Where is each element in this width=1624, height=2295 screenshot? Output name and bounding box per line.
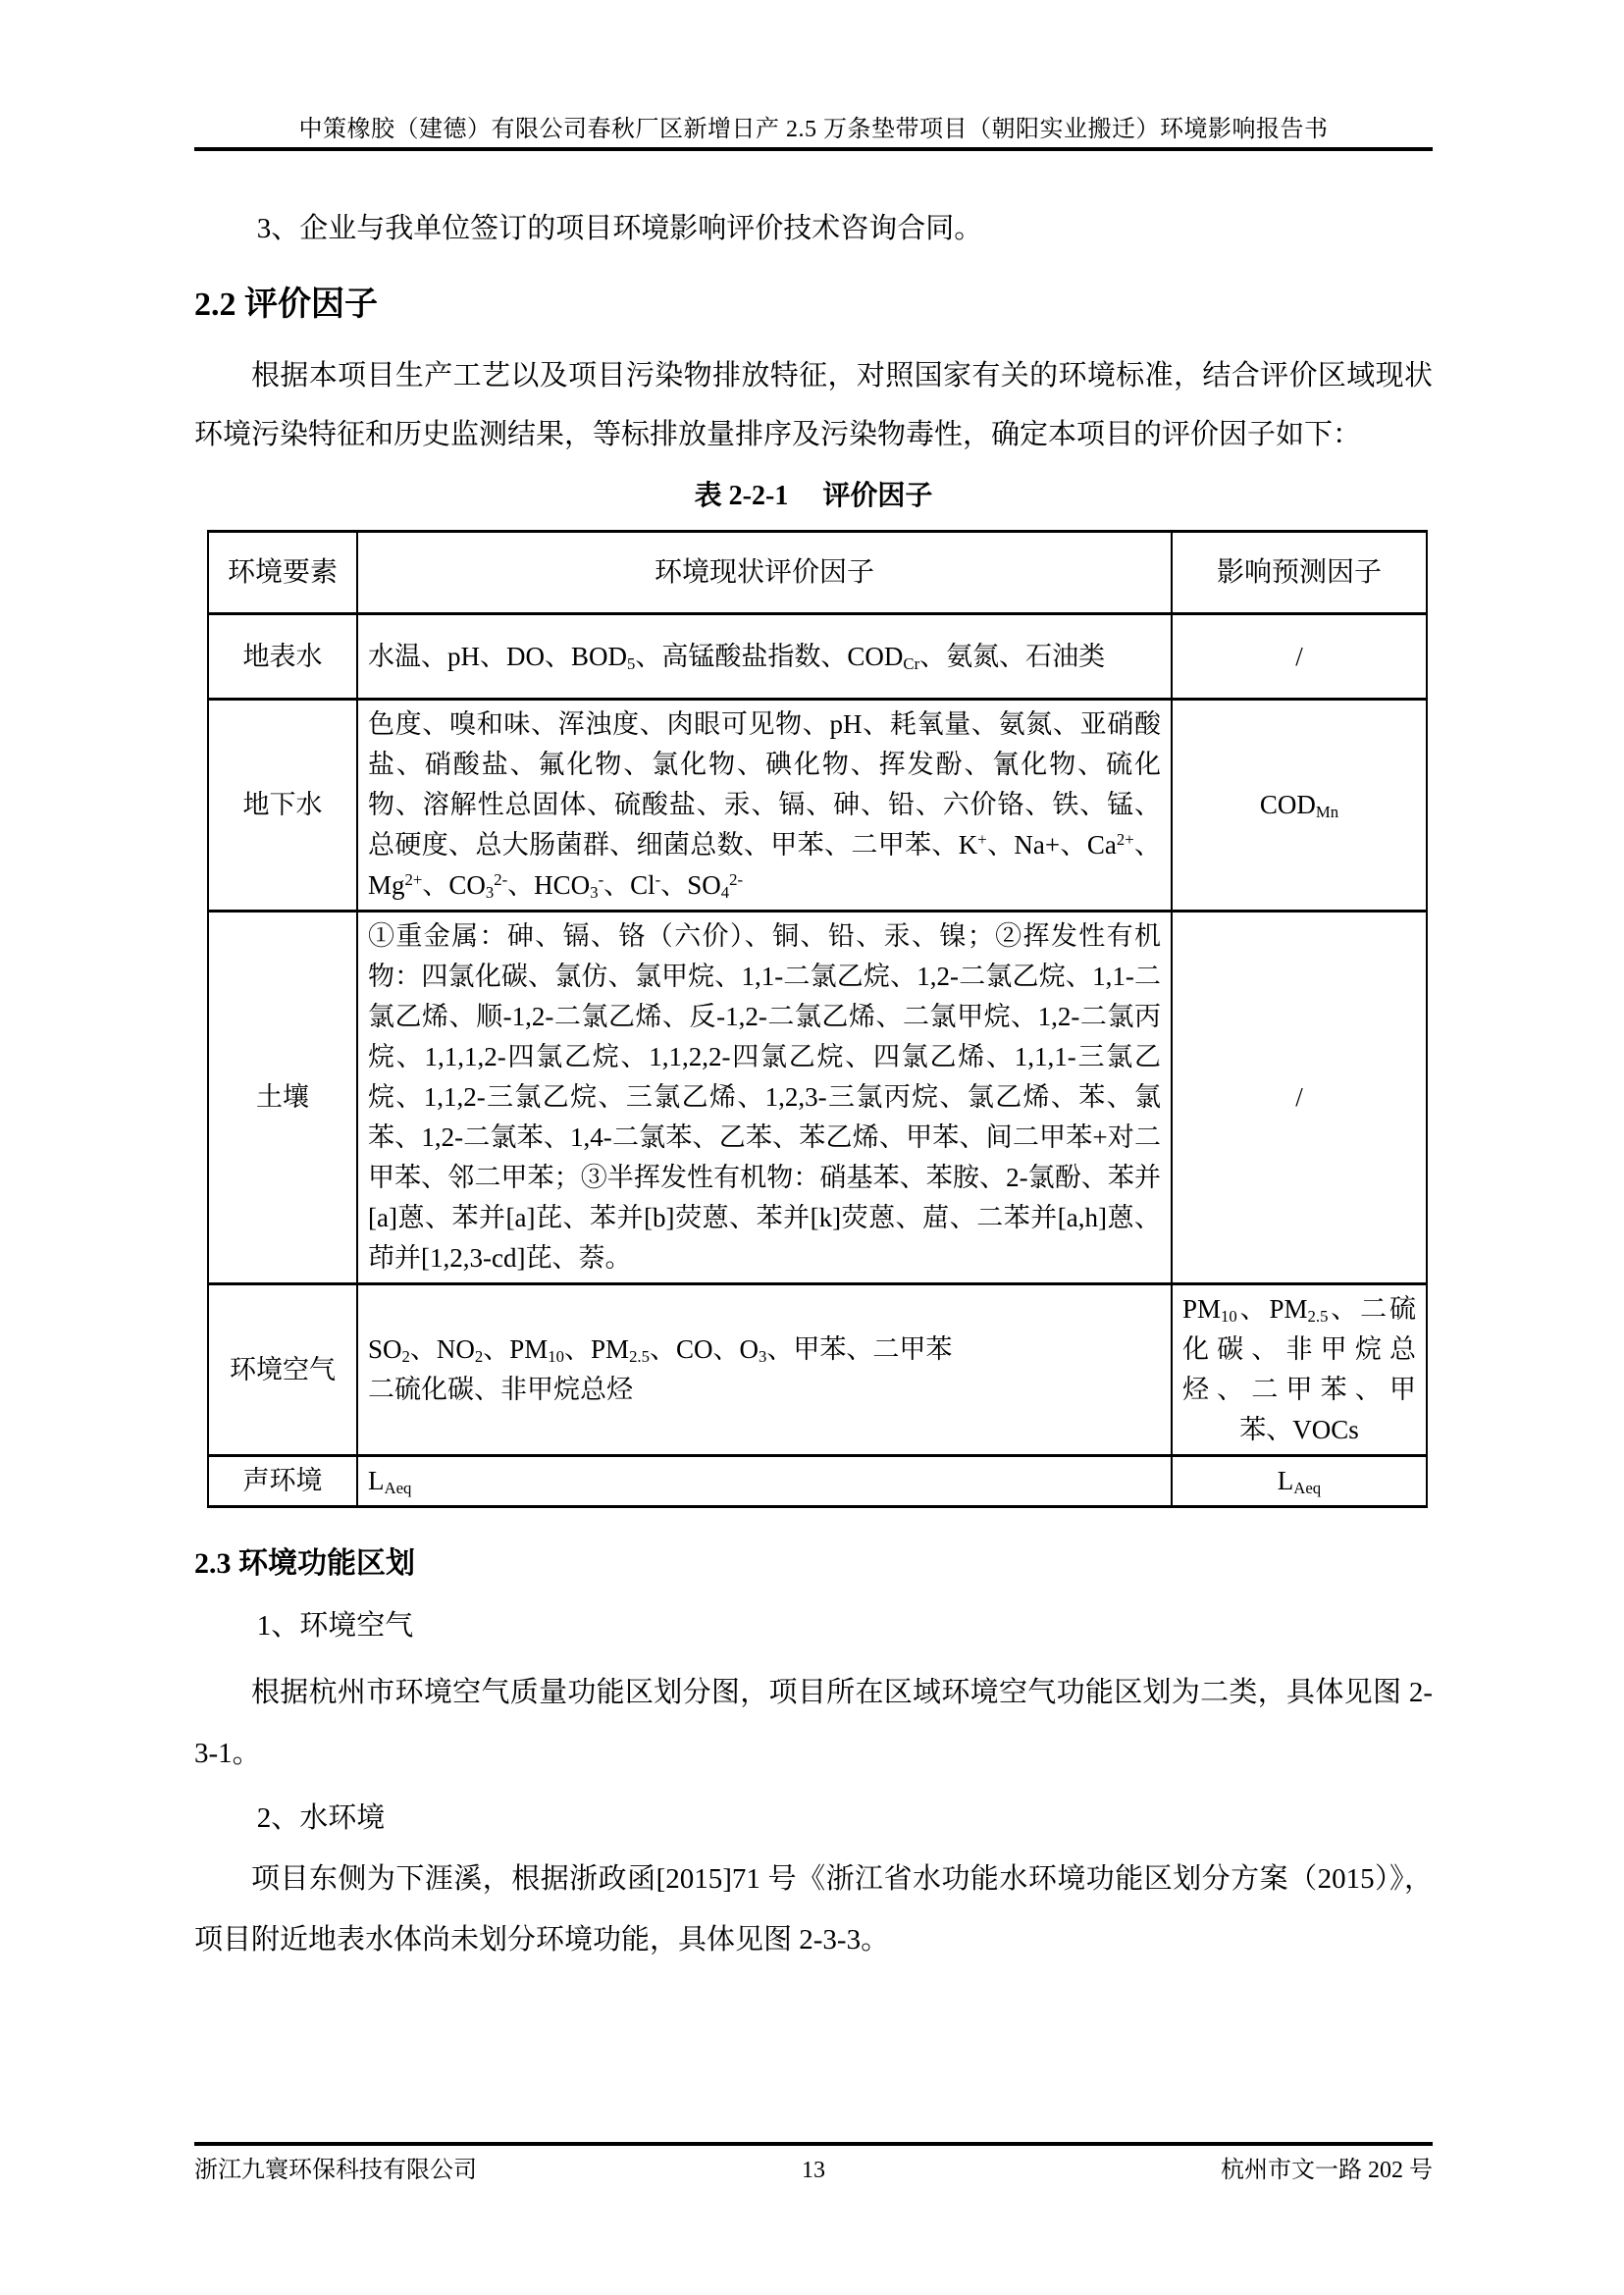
- table-row-surface-water: [208, 614, 1427, 700]
- acoustic-prediction-factors: $L_{Aeq}$: [1172, 1456, 1427, 1507]
- table-2-2-1-title: 表 2-2-1 评价因子: [694, 481, 933, 511]
- section-2-3-heading: 2.3 环境功能区划: [194, 1547, 415, 1580]
- surface-water-prediction-factors: /: [1172, 614, 1427, 700]
- page-footer: [194, 2149, 1433, 2192]
- groundwater-element: 地下水: [208, 700, 357, 912]
- acoustic-current-factors: $L_{Aeq}$: [357, 1456, 1172, 1507]
- ambient-air-element: 环境空气: [208, 1284, 357, 1456]
- list-item-water: 2、水环境: [256, 1802, 386, 1834]
- column-header-environment-element: 环境要素: [208, 532, 357, 614]
- paragraph-air-zoning: 根据杭州市环境空气质量功能区划分图，项目所在区域环境空气功能区划为二类，具体见图 2-3-1。: [194, 1677, 1433, 1769]
- list-item-3: 3、企业与我单位签订的项目环境影响评价技术咨询合同。: [256, 213, 983, 244]
- report-title: 中策橡胶（建德）有限公司春秋厂区新增日产 2.5 万条垫带项目（朝阳实业搬迁）环境影响报告书: [298, 117, 1329, 142]
- paragraph-water-zoning: 项目东侧为下涯溪，根据浙政函[2015]71 号《浙江省水功能水环境功能区划分方案（2015）》，项目附近地表水体尚未划分环境功能，具体见图 2-3-3。: [194, 1863, 1433, 1956]
- footer-address: 杭州市文一路 202 号: [1221, 2158, 1434, 2183]
- section-2-2-heading: 2.2 评价因子: [194, 287, 378, 323]
- groundwater-prediction-factors: $COD_{Mn}$: [1172, 700, 1427, 912]
- surface-water-current-factors: 水温、pH、DO、$BOD_5$、高锰酸盐指数、$COD_{Cr}$、氨氮、石油类: [357, 614, 1172, 700]
- section-2-2-paragraph: 根据本项目生产工艺以及项目污染物排放特征，对照国家有关的环境标准，结合评价区域现状环境污染特征和历史监测结果，等标排放量排序及污染物毒性，确定本项目的评价因子如下：: [194, 360, 1433, 450]
- surface-water-element: 地表水: [208, 614, 357, 700]
- table-row-groundwater: [208, 700, 1427, 912]
- soil-prediction-factors: /: [1172, 912, 1427, 1284]
- ambient-air-current-factors: $SO_2$、$NO_2$、$PM_{10}$、$PM_{2.5}$、CO、$O_3$、甲苯、二甲苯 二硫化碳、非甲烷总烃: [357, 1284, 1172, 1456]
- footer-rule: [194, 2142, 1433, 2146]
- table-row-ambient-air: [208, 1284, 1427, 1456]
- soil-current-factors: ①重金属：砷、镉、铬（六价）、铜、铅、汞、镍；②挥发性有机物：四氯化碳、氯仿、氯甲烷、1,1-二氯乙烷、1,2-二氯乙烷、1,1-二氯乙烯、顺-1,2-二氯乙烯、反-1,2-二氯乙烯、二氯甲烷、1,2-二氯丙烷、1,1,1,2-四氯乙烷、1,1,2,2-四氯乙烷、四氯乙烯、1,1,1-三氯乙烷、1,1,2-三氯乙烷、三氯乙烯、1,2,3-三氯丙烷、氯乙烯、苯、氯苯、1,2-二氯苯、1,4-二氯苯、乙苯、苯乙烯、甲苯、间二甲苯+对二甲苯、邻二甲苯；③半挥发性有机物：硝基苯、苯胺、2-氯酚、苯并[a]蒽、苯并[a]芘、苯并[b]荧蒽、苯并[k]荧蒽、䓛、二苯并[a,h]蒽、茚并[1,2,3-cd]芘、萘。: [357, 912, 1172, 1284]
- soil-element: 土壤: [208, 912, 357, 1284]
- list-item-air: 1、环境空气: [256, 1610, 414, 1642]
- table-row-acoustic: [208, 1456, 1427, 1507]
- column-header-current-factors: 环境现状评价因子: [357, 532, 1172, 614]
- groundwater-current-factors: 色度、嗅和味、浑浊度、肉眼可见物、pH、耗氧量、氨氮、亚硝酸盐、硝酸盐、氟化物、氯化物、碘化物、挥发酚、氰化物、硫化物、溶解性总固体、硫酸盐、汞、镉、砷、铅、六价铬、铁、锰、总硬度、总大肠菌群、细菌总数、甲苯、二甲苯、K+、Na+、$Ca^{2+}$、$Mg^{2+}$、$CO_3^{2-}$、$HCO_3^-$、Cl-、$SO_4^{2-}$: [357, 700, 1172, 912]
- footer-company: 浙江九寰环保科技有限公司: [194, 2158, 477, 2183]
- evaluation-factors-table: [207, 530, 1428, 1508]
- acoustic-element: 声环境: [208, 1456, 357, 1507]
- footer-page-number: 13: [802, 2158, 825, 2183]
- column-header-prediction-factors: 影响预测因子: [1172, 532, 1427, 614]
- table-row-soil: [208, 912, 1427, 1284]
- table-header-row: [208, 532, 1427, 614]
- ambient-air-prediction-factors: $PM_{10}$、$PM_{2.5}$、二硫化碳、非甲烷总烃、二甲苯、甲苯、VOCs: [1172, 1284, 1427, 1456]
- page-body: [194, 0, 1433, 1970]
